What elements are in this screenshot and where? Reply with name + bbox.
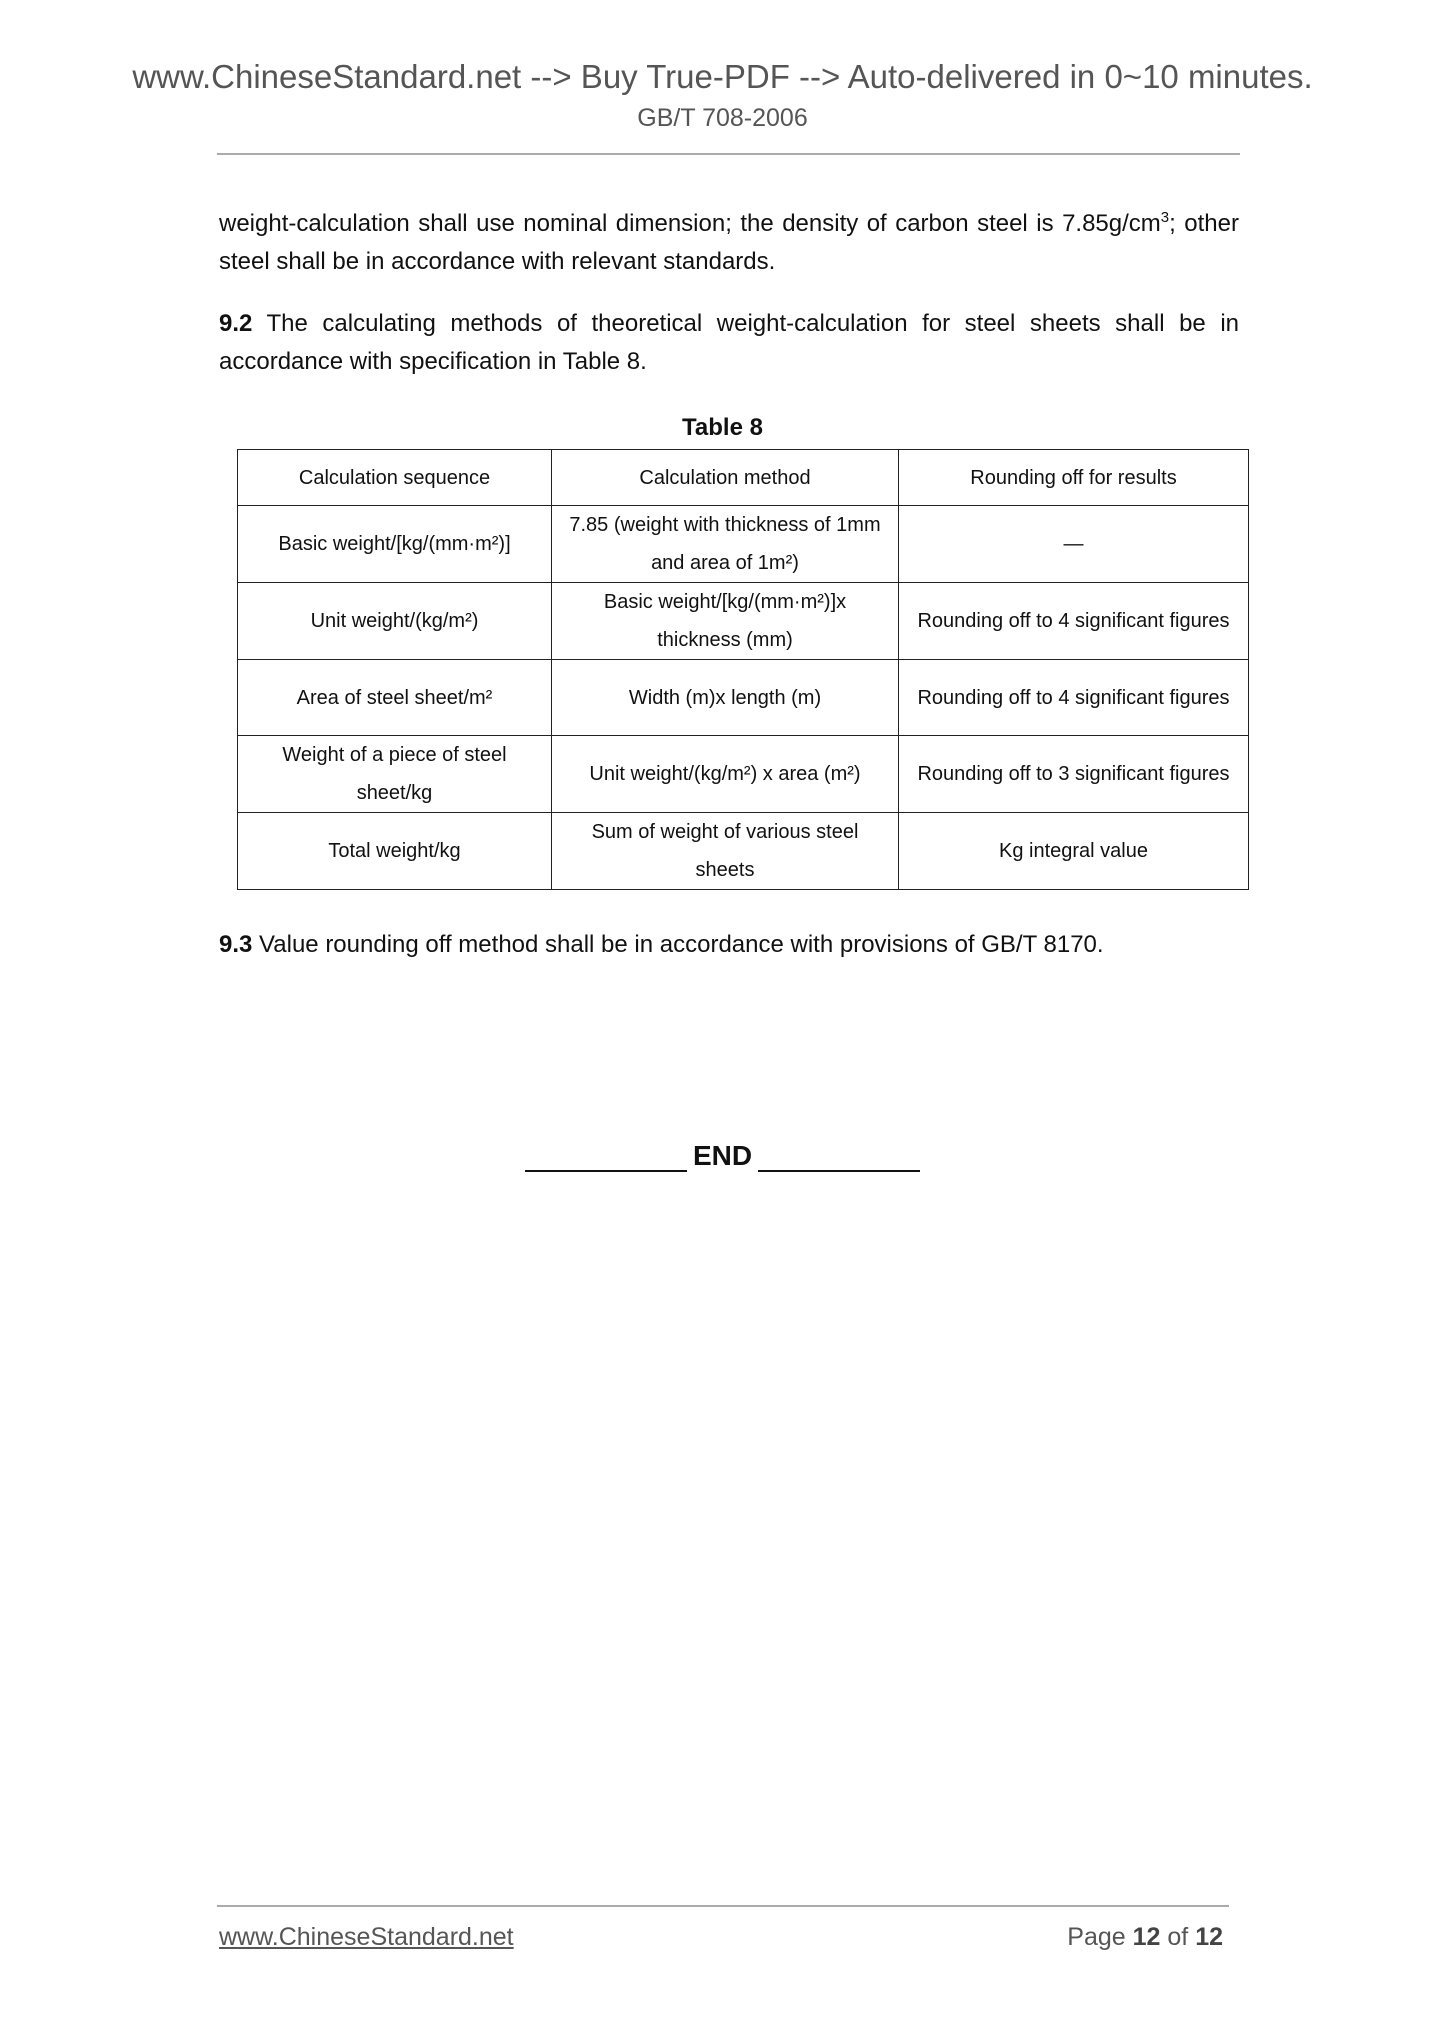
header-cell: Calculation method — [552, 450, 899, 506]
end-line-right — [758, 1140, 920, 1172]
cell-seq: Total weight/kg — [238, 813, 552, 890]
cell-method: Sum of weight of various steel sheets — [552, 813, 899, 890]
header-cell: Calculation sequence — [238, 450, 552, 506]
cell-seq: Weight of a piece of steel sheet/kg — [238, 736, 552, 813]
cell-method: Width (m)x length (m) — [552, 660, 899, 736]
current-page: 12 — [1132, 1923, 1161, 1951]
cell-rounding: Rounding off to 3 significant figures — [899, 736, 1249, 813]
end-marker — [0, 1140, 1445, 1172]
header-cell: Rounding off for results — [899, 450, 1249, 506]
table-caption: Table 8 — [682, 414, 763, 441]
cell-seq: Area of steel sheet/m² — [238, 660, 552, 736]
clause-number: 9.2 — [219, 310, 253, 337]
table-row — [238, 583, 1249, 660]
cell-rounding: Rounding off to 4 significant figures — [899, 583, 1249, 660]
clause-number: 9.3 — [219, 931, 253, 958]
cell-method: Unit weight/(kg/m²) x area (m²) — [552, 736, 899, 813]
table-8 — [237, 449, 1249, 890]
table-header-row — [238, 450, 1249, 506]
header-banner: www.ChineseStandard.net --> Buy True-PDF --> Auto-delivered in 0~10 minutes. — [132, 58, 1313, 95]
cell-method: Basic weight/[kg/(mm·m²)]x thickness (mm) — [552, 583, 899, 660]
header-divider — [217, 153, 1240, 155]
footer-divider — [217, 1905, 1229, 1907]
cell-rounding: Rounding off to 4 significant figures — [899, 660, 1249, 736]
cell-rounding: — — [899, 506, 1249, 583]
table-row — [238, 736, 1249, 813]
para-text: ; other steel shall be in accordance with relevant standards. — [219, 210, 1239, 275]
page-of: of — [1160, 1923, 1196, 1951]
paragraph-density — [219, 199, 1239, 281]
page-label: Page — [1067, 1923, 1133, 1951]
table-row — [238, 660, 1249, 736]
superscript: 3 — [1160, 209, 1170, 226]
table-row — [238, 506, 1249, 583]
document-id: GB/T 708-2006 — [637, 104, 808, 132]
paragraph-9-2 — [219, 305, 1239, 381]
para-text: weight-calculation shall use nominal dimension; the density of carbon steel is 7.85g/cm — [219, 210, 1161, 237]
end-text: END — [692, 1140, 753, 1171]
end-line-left — [525, 1140, 687, 1172]
page-number — [1067, 1923, 1223, 1952]
cell-seq: Unit weight/(kg/m²) — [238, 583, 552, 660]
table-row — [238, 813, 1249, 890]
cell-seq: Basic weight/[kg/(mm·m²)] — [238, 506, 552, 583]
para-text: The calculating methods of theoretical weight-calculation for steel sheets shall be in accordance with specification in Table 8. — [219, 310, 1239, 375]
footer-site-link[interactable]: www.ChineseStandard.net — [219, 1923, 514, 1951]
cell-method: 7.85 (weight with thickness of 1mm and area of 1m²) — [552, 506, 899, 583]
total-pages: 12 — [1195, 1923, 1223, 1951]
cell-rounding: Kg integral value — [899, 813, 1249, 890]
para-text: Value rounding off method shall be in accordance with provisions of GB/T 8170. — [252, 931, 1104, 958]
paragraph-9-3 — [219, 926, 1239, 964]
